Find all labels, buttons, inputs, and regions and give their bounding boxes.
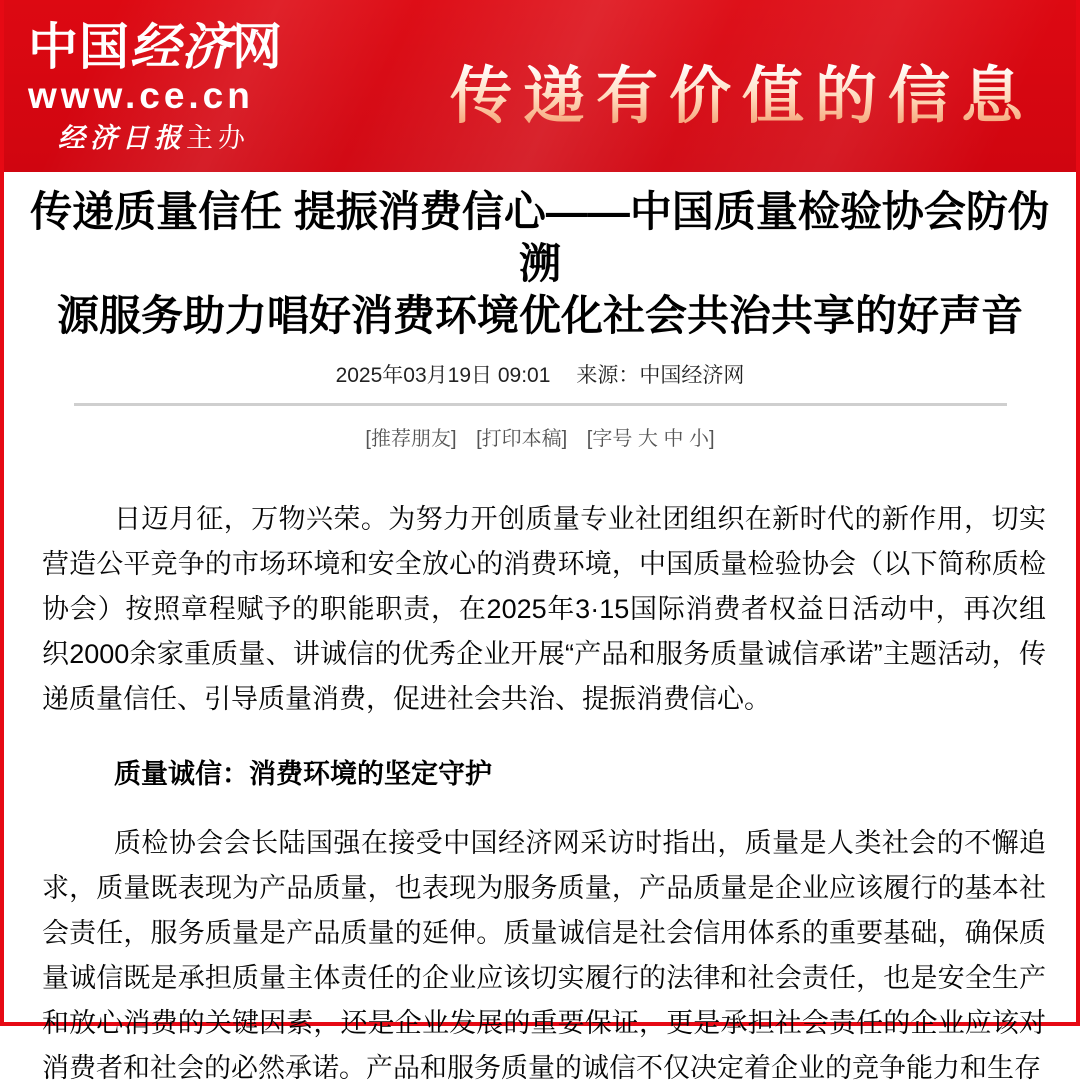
site-banner xyxy=(4,0,1076,172)
article-title xyxy=(12,186,1068,342)
source-name: 中国经济网 xyxy=(639,364,745,387)
article-toolbar xyxy=(4,422,1076,451)
source-label: 来源： xyxy=(576,364,640,387)
site-logo-subtitle-script: 经济日报 xyxy=(58,123,186,154)
site-logo-name-prefix: 中国 xyxy=(28,19,130,75)
section-subheading: 质量诚信：消费环境的坚定守护 xyxy=(114,759,492,789)
paragraph-quality-integrity: 质检协会会长陆国强在接受中国经济网采访时指出，质量是人类社会的不懈追求，质量既表现为产品质量，也表现为服务质量，产品质量是企业应该履行的基本社会责任，服务质量是产品质量的延伸。质量诚信是社会信用体系的重要基础，确保质量诚信既是承担质量主体责任的企业应该切实履行的法律和社会责任，也是安全生产和放心消费的关键因素，还是企业发展的重要保证，更是承担社会责任的企业应该对消费者和社会的必然承诺。产品和服务质量的诚信不仅决定着企业的竞争能力和生存 xyxy=(42,828,1046,1083)
source-group xyxy=(576,364,744,387)
article-meta xyxy=(4,359,1076,389)
publish-datetime: 2025年03月19日 09:01 xyxy=(335,364,551,387)
share-to-friend-link[interactable]: [推荐朋友] xyxy=(365,428,457,450)
site-logo-subtitle-plain: 主办 xyxy=(186,123,250,153)
meta-divider xyxy=(74,403,1007,406)
site-logo-url: www.ce.cn xyxy=(28,75,254,116)
site-logo-subtitle xyxy=(58,125,283,152)
font-size-controls[interactable]: [字号 大 中 小] xyxy=(586,428,715,450)
banner-slogan: 传递有价值的信息 xyxy=(450,46,1034,135)
article-title-line1: 传递质量信任 提振消费信心——中国质量检验协会防伪溯 xyxy=(30,188,1050,287)
site-logo-name xyxy=(28,17,283,76)
site-logo[interactable] xyxy=(28,17,283,154)
article-title-line2: 源服务助力唱好消费环境优化社会共治共享的好声音 xyxy=(56,292,1023,339)
print-article-link[interactable]: [打印本稿] xyxy=(476,428,568,450)
paragraph-intro: 日迈月征，万物兴荣。为努力开创质量专业社团组织在新时代的新作用，切实营造公平竞争的市场环境和安全放心的消费环境，中国质量检验协会（以下简称质检协会）按照章程赋予的职能职责，在2025年3·15国际消费者权益日活动中，再次组织2000余家重质量、讲诚信的优秀企业开展“产品和服务质量诚信承诺”主题活动，传递质量信任、引导质量消费，促进社会共治、提振消费信心。 xyxy=(42,504,1046,714)
article-body xyxy=(4,497,1076,1091)
site-logo-name-script: 经济 xyxy=(130,17,232,76)
site-logo-name-suffix: 网 xyxy=(232,19,283,75)
